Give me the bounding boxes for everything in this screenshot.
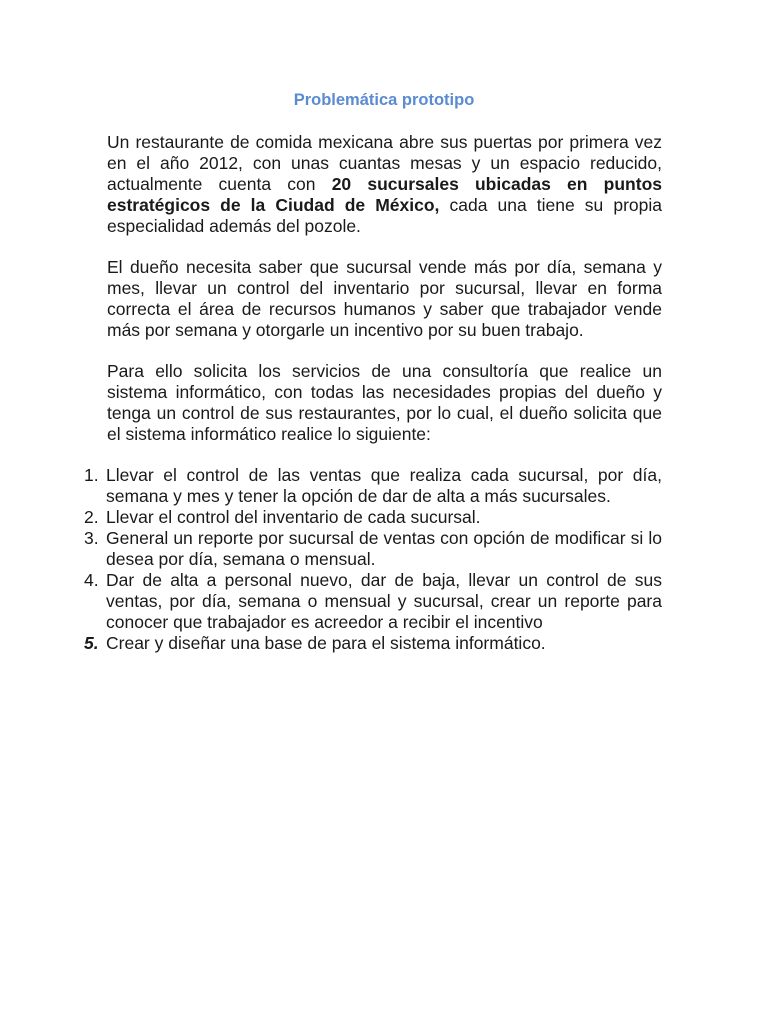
list-item-number: 3. [84, 528, 99, 548]
list-item-number: 4. [84, 570, 99, 590]
list-item [84, 507, 662, 528]
paragraph-intro-text: Un restaurante de comida mexicana abre sus puertas por primera vez en el año 2012, con unas cuantas mesas y un espacio reducido, actualmente cuenta con [107, 132, 662, 194]
list-item [84, 528, 662, 570]
list-item-number: 2. [84, 507, 99, 527]
paragraph-intro-bold: 20 sucursales ubicadas en puntos estratégicos de la Ciudad de México, [107, 174, 662, 215]
list-item [84, 633, 662, 654]
list-item [84, 465, 662, 507]
requirements-list [84, 465, 662, 654]
list-item-text: Crear y diseñar una base de para el sistema informático. [106, 633, 546, 653]
list-item-number: 1. [84, 465, 99, 485]
list-item [84, 570, 662, 633]
list-item-text: General un reporte por sucursal de ventas con opción de modificar si lo desea por día, semana o mensual. [106, 528, 662, 569]
list-item-text: Dar de alta a personal nuevo, dar de baja, llevar un control de sus ventas, por día, semana o mensual y sucursal, crear un reporte para conocer que trabajador es acreedor a recibir el incentivo [106, 570, 662, 632]
paragraph-consulting: Para ello solicita los servicios de una consultoría que realice un sistema informático, con todas las necesidades propias del dueño y tenga un control de sus restaurantes, por lo cual, el dueño solicita que el sistema informático realice lo siguiente: [107, 361, 662, 444]
paragraph-intro [107, 132, 662, 237]
document-title: Problemática prototipo [293, 91, 475, 109]
paragraph-intro-tail: cada una tiene su propia especialidad además del pozole. [107, 195, 662, 236]
paragraph-owner-needs: El dueño necesita saber que sucursal vende más por día, semana y mes, llevar un control del inventario por sucursal, llevar en forma correcta el área de recursos humanos y saber que trabajador vende más por semana y otorgarle un incentivo por su buen trabajo. [107, 257, 662, 340]
list-item-number: 5. [84, 633, 99, 653]
list-item-text: Llevar el control de las ventas que realiza cada sucursal, por día, semana y mes y tener la opción de dar de alta a más sucursales. [106, 465, 662, 506]
list-item-text: Llevar el control del inventario de cada sucursal. [106, 507, 481, 527]
